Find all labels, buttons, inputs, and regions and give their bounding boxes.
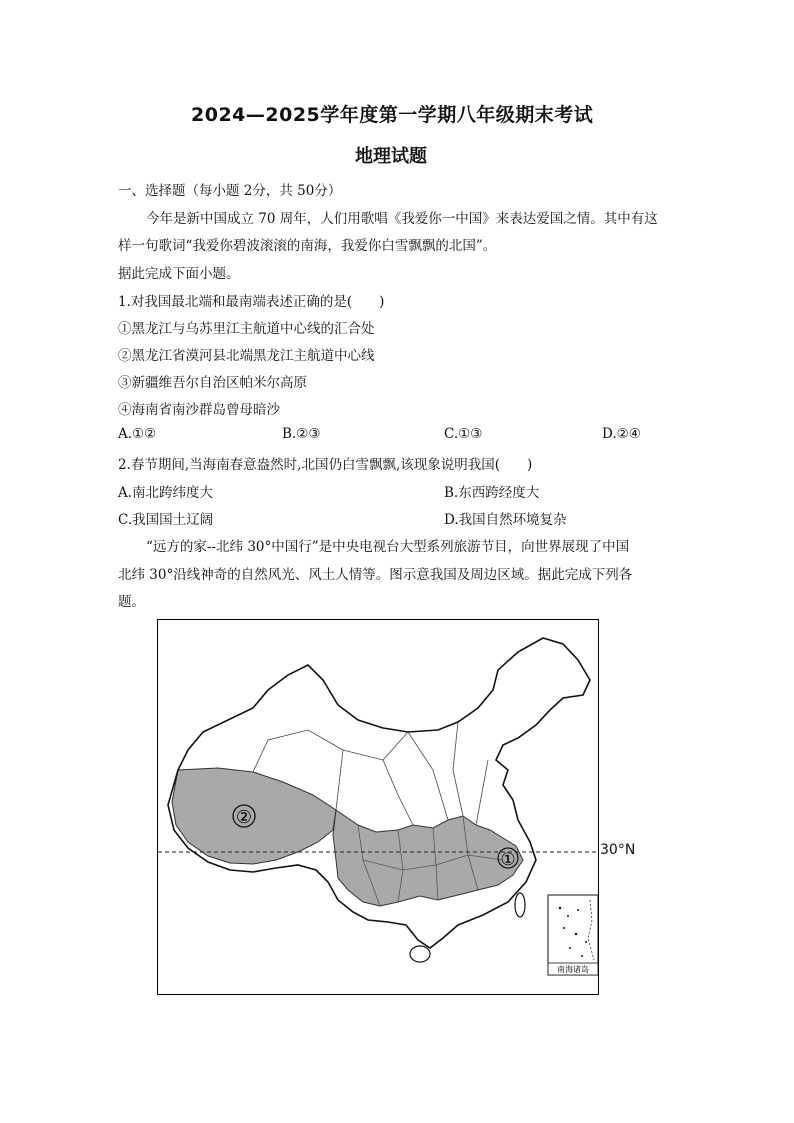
latitude-30n-label: 30°N bbox=[600, 842, 636, 858]
q2-option-b[interactable]: B.东西跨经度大 bbox=[444, 485, 540, 501]
q1-item-4: ④海南省南沙群岛曾母暗沙 bbox=[118, 402, 280, 418]
page-title: 2024—2025学年度第一学期八年级期末考试 bbox=[191, 104, 594, 126]
page-subtitle: 地理试题 bbox=[355, 146, 427, 167]
passage2-line-2: 北纬 30°沿线神奇的自然风光、风土人情等。图示意我国及周边区域。据此完成下列各 bbox=[118, 567, 633, 583]
inset-label: 南海诸岛 bbox=[557, 965, 589, 974]
q2-stem: 2.春节期间,当海南春意盎然时,北国仍白雪飘飘,该现象说明我国( ) bbox=[118, 457, 533, 473]
section-heading: 一、选择题（每小题 2分，共 50分） bbox=[118, 183, 342, 199]
shaded-region-tibet bbox=[172, 768, 336, 864]
taiwan-island bbox=[515, 893, 525, 917]
intro-line-1: 今年是新中国成立 70 周年，人们用歌唱《我爱你一中国》来表达爱国之情。其中有这 bbox=[146, 211, 658, 227]
q2-option-d[interactable]: D.我国自然环境复杂 bbox=[444, 512, 567, 528]
q1-item-1: ①黑龙江与乌苏里江主航道中心线的汇合处 bbox=[118, 321, 375, 337]
q1-stem: 1.对我国最北端和最南端表述正确的是( ) bbox=[118, 294, 385, 310]
intro-line-3: 据此完成下面小题。 bbox=[118, 266, 240, 282]
intro-line-2: 样一句歌词“我爱你碧波滚滚的南海，我爱你白雪飘飘的北国”。 bbox=[118, 238, 497, 254]
q2-option-c[interactable]: C.我国国土辽阔 bbox=[118, 512, 214, 528]
q2-option-a[interactable]: A.南北跨纬度大 bbox=[118, 485, 214, 501]
q1-option-a[interactable]: A.①② bbox=[118, 426, 157, 442]
marker-2: ② bbox=[235, 807, 253, 828]
q1-option-c[interactable]: C.①③ bbox=[444, 426, 483, 442]
q1-option-d[interactable]: D.②④ bbox=[602, 426, 641, 442]
passage2-line-3: 题。 bbox=[118, 594, 145, 610]
marker-1: ① bbox=[500, 850, 516, 870]
q1-item-3: ③新疆维吾尔自治区帕米尔高原 bbox=[118, 375, 307, 391]
hainan-island bbox=[410, 946, 430, 962]
q1-item-2: ②黑龙江省漠河县北端黑龙江主航道中心线 bbox=[118, 348, 375, 364]
passage2-line-1: “远方的家--北纬 30°中国行”是中央电视台大型系列旅游节目，向世界展现了中国 bbox=[146, 539, 630, 555]
china-map-figure bbox=[157, 619, 599, 995]
shaded-region-belt bbox=[333, 810, 523, 906]
q1-option-b[interactable]: B.②③ bbox=[282, 426, 321, 442]
